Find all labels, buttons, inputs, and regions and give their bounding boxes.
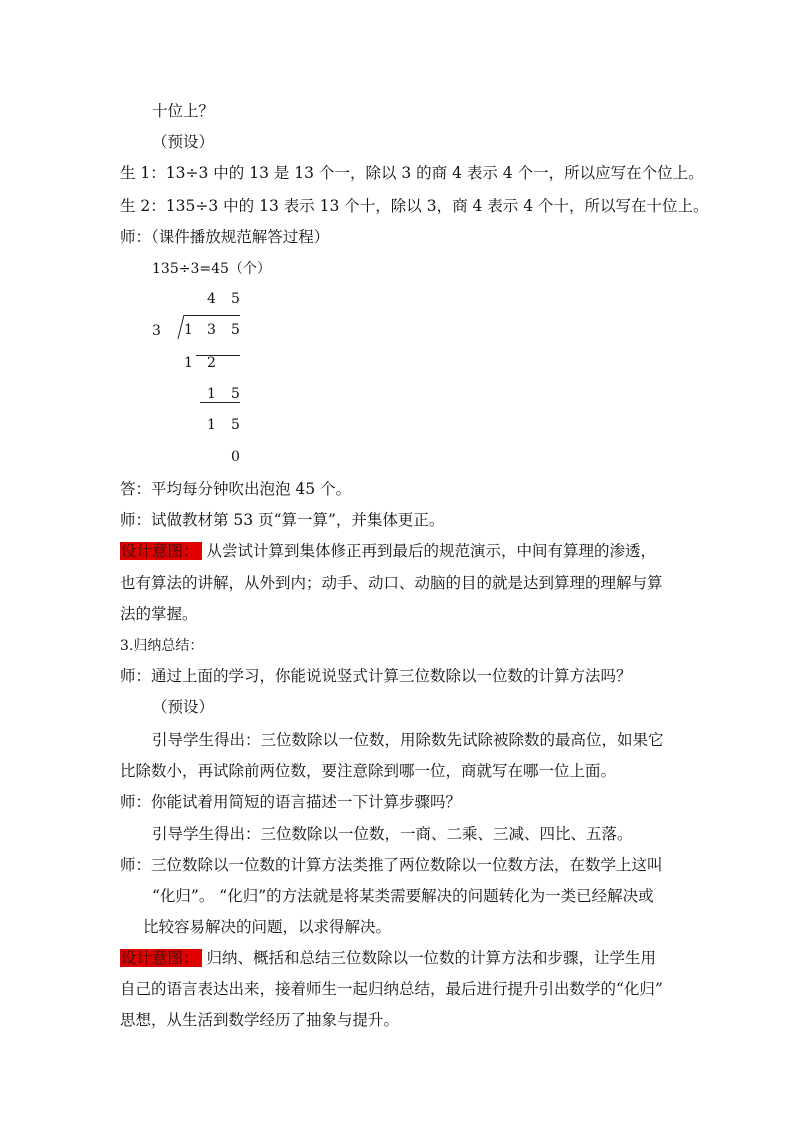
text-span: 归纳、概括和总结三位数除以一位数的计算方法和步骤，让学生用 bbox=[201, 949, 656, 967]
text-line: 师：你能试着用简短的语言描述一下计算步骤吗？ bbox=[120, 793, 462, 811]
division-bar bbox=[184, 315, 240, 316]
step-digit: 5 bbox=[231, 386, 240, 402]
dividend-digit: 3 bbox=[207, 322, 216, 338]
division-bracket bbox=[177, 315, 189, 339]
dividend-digit: 1 bbox=[184, 322, 193, 338]
step-digit: 2 bbox=[207, 355, 216, 371]
quotient-digit: 5 bbox=[231, 291, 240, 307]
text-line: 师：试做教材第 53 页“算一算”，并集体更正。 bbox=[120, 511, 445, 529]
remainder-digit: 0 bbox=[231, 449, 240, 465]
text-line: （预设） bbox=[152, 698, 215, 716]
divisor: 3 bbox=[152, 323, 161, 339]
answer-line: 答：平均每分钟吹出泡泡 45 个。 bbox=[120, 480, 352, 498]
text-line: 比除数小，再试除前两位数，要注意除到哪一位，商就写在哪一位上面。 bbox=[120, 762, 617, 780]
text-line: 比较容易解决的问题，以求得解决。 bbox=[143, 918, 392, 936]
subtraction-line bbox=[200, 402, 240, 403]
dividend-digit: 5 bbox=[231, 322, 240, 338]
text-line: 师：三位数除以一位数的计算方法类推了两位数除以一位数方法，在数学上这叫 bbox=[120, 856, 663, 874]
quotient-digit: 4 bbox=[207, 291, 216, 307]
text-line: （预设） bbox=[152, 133, 215, 151]
text-line: 法的掌握。 bbox=[120, 605, 198, 623]
text-line: “化归”。 “化归”的方法就是将某类需要解决的问题转化为一类已经解决或 bbox=[152, 887, 654, 905]
text-line: 引导学生得出：三位数除以一位数，一商、二乘、三减、四比、五落。 bbox=[152, 825, 633, 843]
step-digit: 1 bbox=[207, 417, 216, 433]
equation-line: 135÷3=45（个） bbox=[152, 261, 271, 277]
text-line: 自己的语言表达出来，接着师生一起归纳总结，最后进行提升引出数学的“化归” bbox=[120, 980, 663, 998]
text-line: 也有算法的讲解，从外到内；动手、动口、动脑的目的就是达到算理的理解与算 bbox=[120, 574, 663, 592]
text-span: 从尝试计算到集体修正再到最后的规范演示，中间有算理的渗透， bbox=[201, 542, 656, 560]
text-line bbox=[120, 541, 656, 561]
design-intent-label: 设计意图： bbox=[120, 949, 202, 967]
text-line: 师：通过上面的学习，你能说说竖式计算三位数除以一位数的计算方法吗？ bbox=[120, 667, 632, 685]
section-heading: 3.归纳总结： bbox=[120, 638, 204, 654]
text-line: 十位上？ bbox=[152, 102, 215, 120]
text-line: 师：（课件播放规范解答过程） bbox=[120, 228, 330, 246]
subtraction-line bbox=[196, 355, 240, 356]
step-digit: 5 bbox=[231, 417, 240, 433]
text-line: 生 1：13÷3 中的 13 是 13 个一，除以 3 的商 4 表示 4 个一，所以应写在个位上。 bbox=[120, 164, 704, 182]
text-line bbox=[120, 948, 656, 968]
text-line: 思想，从生活到数学经历了抽象与提升。 bbox=[120, 1011, 400, 1029]
design-intent-label: 设计意图： bbox=[120, 542, 202, 560]
step-digit: 1 bbox=[184, 355, 193, 371]
step-digit: 1 bbox=[207, 386, 216, 402]
text-line: 引导学生得出：三位数除以一位数，用除数先试除被除数的最高位，如果它 bbox=[152, 731, 664, 749]
text-line: 生 2：135÷3 中的 13 表示 13 个十，除以 3，商 4 表示 4 个十，所以写在十位上。 bbox=[120, 197, 709, 215]
